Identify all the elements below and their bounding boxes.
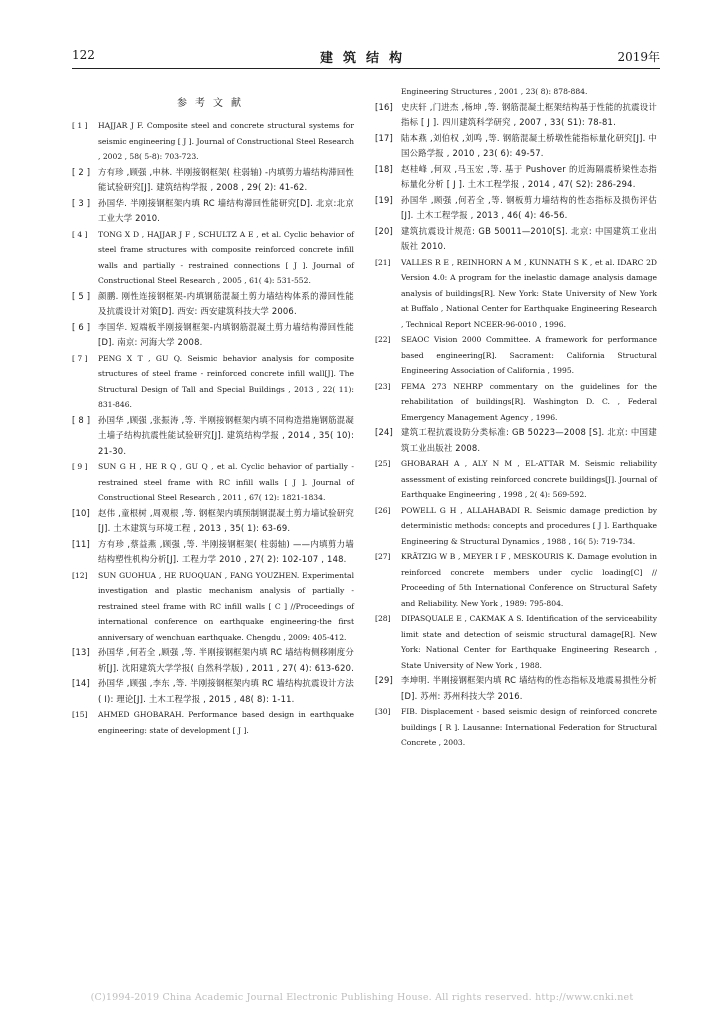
reference-number: [ 5 ] bbox=[72, 290, 91, 301]
reference-item bbox=[375, 456, 657, 503]
reference-text: 史庆轩 ,门进杰 ,杨坤 ,等. 钢筋混凝土框架结构基于性能的抗震设计指标 [ J ]. 四川建筑科学研究 , 2007 , 33( S1): 78-81. bbox=[401, 101, 657, 127]
reference-list-right bbox=[375, 84, 657, 751]
reference-number: [ 3 ] bbox=[72, 197, 91, 208]
reference-text: PENG X T , GU Q. Seismic behavior analysis for composite structures of steel frame - reinforced concrete infill wall[J]. The Structural Design of Tall and Special Buildings , 2013 , 22( 11): 831-846. bbox=[98, 353, 354, 409]
reference-number: [20] bbox=[375, 225, 393, 236]
reference-text: GHOBARAH A , ALY N M , EL-ATTAR M. Seismic reliability assessment of existing reinforced concrete buildings[J]. Journal of Earthquake Engineering , 1998 , 2( 4): 569-592. bbox=[401, 459, 657, 499]
page-header bbox=[72, 48, 660, 66]
reference-number: [14] bbox=[72, 678, 90, 688]
reference-text: SUN GUOHUA , HE RUOQUAN , FANG YOUZHEN. Experimental investigation and plastic mechanism analysis of partially - restrained steel frame with RC infill walls [ C ] //Proceedings of international conference on earthquake engineering-the first anniversary of wenchuan earthquake. Chengdu , 2009: 405-412. bbox=[98, 570, 354, 642]
reference-item bbox=[72, 320, 354, 351]
reference-text: DIPASQUALE E , CAKMAK A S. Identification of the serviceability limit state and detection of seismic structural damage[R]. New York: National Center for Earthquake Engineering Research , State University of New York , 1988. bbox=[401, 614, 657, 670]
reference-item bbox=[72, 645, 354, 676]
reference-number: [23] bbox=[375, 381, 391, 391]
reference-item bbox=[375, 549, 657, 611]
reference-number: [ 1 ] bbox=[72, 121, 88, 130]
reference-number: [ 4 ] bbox=[72, 229, 88, 239]
reference-text: SUN G H , HE R Q , GU Q , et al. Cyclic behavior of partially - restrained steel frame with RC infill walls [ J ]. Journal of Constructional Steel Research , 2011 , 67( 12): 1821-1834. bbox=[98, 462, 354, 502]
reference-item bbox=[375, 673, 657, 704]
reference-text: 颜鹏. 刚性连接钢框架-内填钢筋混凝土剪力墙结构体系的滞回性能及抗震设计对策[D]. 西安: 西安建筑科技大学 2006. bbox=[98, 290, 354, 316]
reference-item bbox=[72, 413, 354, 460]
reference-number: [ 6 ] bbox=[72, 321, 91, 332]
reference-item bbox=[72, 227, 354, 289]
reference-text: 建筑抗震设计规范: GB 50011—2010[S]. 北京: 中国建筑工业出版社 2010. bbox=[401, 225, 657, 251]
reference-number: [10] bbox=[72, 507, 90, 518]
reference-text: 李坤明. 半刚接钢框架内填 RC 墙结构的性态指标及地震易损性分析[D]. 苏州: 苏州科技大学 2016. bbox=[401, 675, 657, 701]
reference-number: [17] bbox=[375, 132, 393, 143]
reference-number: [ 2 ] bbox=[72, 166, 91, 177]
reference-number: [24] bbox=[375, 427, 393, 437]
reference-text: 陆本燕 ,刘伯权 ,刘鸣 ,等. 钢筋混凝土桥墩性能指标量化研究[J]. 中国公路学报 , 2010 , 23( 6): 49-57. bbox=[401, 132, 657, 158]
copyright-footer: (C)1994-2019 China Academic Journal Electronic Publishing House. All rights reserved. http://www.cnki.net bbox=[90, 992, 634, 1003]
reference-item bbox=[375, 193, 657, 224]
reference-item bbox=[375, 162, 657, 193]
reference-item bbox=[72, 118, 354, 165]
reference-number: [28] bbox=[375, 614, 391, 623]
reference-number: [12] bbox=[72, 570, 88, 580]
journal-name: 建筑结构 bbox=[319, 51, 412, 66]
reference-number: [25] bbox=[375, 459, 391, 468]
reference-text: 赵桂峰 ,何双 ,马玉宏 ,等. 基于 Pushover 的近海隔震桥梁性态指标量化分析 [ J ]. 土木工程学报 , 2014 , 47( S2): 286-294. bbox=[401, 163, 657, 189]
reference-item bbox=[72, 537, 354, 568]
reference-item bbox=[72, 289, 354, 320]
reference-text: 李国华. 短端板半刚接钢框架-内填钢筋混凝土剪力墙结构滞回性能[D]. 南京: 河海大学 2008. bbox=[98, 321, 354, 347]
reference-number: [27] bbox=[375, 552, 391, 561]
reference-text: VALLES R E , REINHORN A M , KUNNATH S K , et al. IDARC 2D Version 4.0: A program for the inelastic damage analysis damage analysis of buildings[R]. New York: State University of New York at Buffalo , National Center for Earthquake Engineering Research , Technical Report NCEER-96-0010 , 1996. bbox=[401, 257, 657, 329]
reference-text: Engineering Structures , 2001 , 23( 8): 878-884. bbox=[401, 87, 588, 96]
reference-number: [18] bbox=[375, 163, 393, 174]
left-column bbox=[72, 84, 354, 738]
reference-number: [11] bbox=[72, 538, 90, 549]
reference-list-left bbox=[72, 118, 354, 738]
reference-item bbox=[72, 568, 354, 646]
reference-text: 方有珍 ,蔡益燕 ,顾强 ,等. 半刚接钢框架( 柱弱轴) ——内填剪力墙结构塑性机构分析[J]. 工程力学 2010 , 27( 2): 102-107 , 148. bbox=[98, 538, 354, 564]
reference-number: [ 8 ] bbox=[72, 414, 91, 425]
page-number: 122 bbox=[72, 48, 95, 62]
reference-text: 孙国华. 半刚接钢框架内填 RC 墙结构滞回性能研究[D]. 北京:北京工业大学 2010. bbox=[98, 197, 354, 223]
reference-text: FIB. Displacement - based seismic design of reinforced concrete buildings [ R ]. Lausanne: International Federation for Structural Concrete , 2003. bbox=[401, 707, 657, 747]
reference-item bbox=[72, 707, 354, 738]
reference-text: 孙国华 ,顾强 ,张振涛 ,等. 半刚接钢框架内填不同构造措施钢筋混凝土墙子结构抗震性能试验研究[J]. 建筑结构学报 , 2014 , 35( 10): 21-30. bbox=[98, 414, 354, 456]
reference-text: SEAOC Vision 2000 Committee. A framework for performance based engineering[R]. Sacrament: California Structural Engineering Association of California , 1995. bbox=[401, 335, 657, 375]
reference-number: [26] bbox=[375, 505, 391, 515]
right-column bbox=[375, 84, 657, 751]
reference-item bbox=[375, 611, 657, 673]
reference-number: [ 9 ] bbox=[72, 462, 88, 471]
reference-number: [ 7 ] bbox=[72, 353, 88, 363]
reference-number: [15] bbox=[72, 710, 88, 719]
reference-text: HAJJAR J F. Composite steel and concrete structural systems for seismic engineering [ J ]. Journal of Constructional Steel Research , 2002 , 58( 5-8): 703-723. bbox=[98, 121, 354, 161]
reference-text: FEMA 273 NEHRP commentary on the guidelines for the rehabilitation of buildings[R]. Washington D. C. , Federal Emergency Management Agency , 1996. bbox=[401, 381, 657, 422]
reference-item bbox=[72, 506, 354, 537]
reference-text: 赵伟 ,童根树 ,周观根 ,等. 钢框架内填预制钢混凝土剪力墙试验研究[J]. 土木建筑与环境工程 , 2013 , 35( 1): 63-69. bbox=[98, 507, 354, 533]
reference-item bbox=[375, 503, 657, 550]
reference-text: 孙国华 ,何若全 ,顾强 ,等. 半刚接钢框架内填 RC 墙结构侧移刚度分析[J]. 沈阳建筑大学学报( 自然科学版) , 2011 , 27( 4): 613-620. bbox=[98, 647, 354, 673]
reference-item bbox=[72, 459, 354, 506]
reference-item bbox=[375, 224, 657, 255]
reference-number: [29] bbox=[375, 675, 393, 685]
reference-number: [19] bbox=[375, 194, 393, 205]
reference-number: [22] bbox=[375, 335, 391, 344]
reference-number: [13] bbox=[72, 647, 90, 657]
reference-item bbox=[375, 704, 657, 751]
reference-item bbox=[375, 131, 657, 162]
reference-text: AHMED GHOBARAH. Performance based design in earthquake engineering: state of development [ J ]. bbox=[98, 710, 354, 735]
reference-item bbox=[72, 196, 354, 227]
reference-number: [30] bbox=[375, 707, 391, 716]
reference-item bbox=[375, 100, 657, 131]
publication-year: 2019年 bbox=[617, 50, 660, 64]
reference-item bbox=[375, 84, 657, 100]
reference-text: 方有珍 ,顾强 ,申林. 半刚接钢框架( 柱弱轴) -内填剪力墙结构滞回性能试验研究[J]. 建筑结构学报 , 2008 , 29( 2): 41-62. bbox=[98, 166, 355, 192]
reference-number: [16] bbox=[375, 101, 393, 112]
reference-item bbox=[375, 425, 657, 456]
reference-item bbox=[72, 165, 354, 196]
reference-text: KRÄTZIG W B , MEYER I F , MESKOURIS K. Damage evolution in reinforced concrete members under cyclic loading[C] // Proceeding of 5th International Conference on Structural Safety and Reliability. New York , 1989: 795-804. bbox=[401, 552, 657, 608]
references-heading: 参考文献 bbox=[177, 98, 249, 109]
reference-item bbox=[375, 255, 657, 333]
reference-text: 建筑工程抗震设防分类标准: GB 50223—2008 [S]. 北京: 中国建筑工业出版社 2008. bbox=[401, 427, 657, 453]
reference-item bbox=[72, 351, 354, 413]
reference-text: TONG X D , HAJJAR J F , SCHULTZ A E , et al. Cyclic behavior of steel frame structures with composite reinforced concrete infill walls and partially - restrained connections [ J ]. Journal of Constructional Steel Research , 2005 , 61( 4): 531-552. bbox=[98, 229, 354, 285]
reference-text: 孙国华 ,顾强 ,李东 ,等. 半刚接钢框架内填 RC 墙结构抗震设计方法( I): 理论[J]. 土木工程学报 , 2015 , 48( 8): 1-11. bbox=[98, 678, 354, 704]
reference-item bbox=[72, 676, 354, 707]
reference-item bbox=[375, 332, 657, 379]
reference-item bbox=[375, 379, 657, 426]
reference-text: 孙国华 ,顾强 ,何若全 ,等. 钢板剪力墙结构的性态指标及损伤评估[J]. 土木工程学报 , 2013 , 46( 4): 46-56. bbox=[401, 194, 657, 220]
reference-number: [21] bbox=[375, 257, 391, 267]
reference-text: POWELL G H , ALLAHABADI R. Seismic damage prediction by deterministic methods: concepts and procedures [ J ]. Earthquake Engineering & Structural Dynamics , 1988 , 16( 5): 719-734. bbox=[401, 505, 657, 546]
header-rule bbox=[72, 68, 660, 69]
